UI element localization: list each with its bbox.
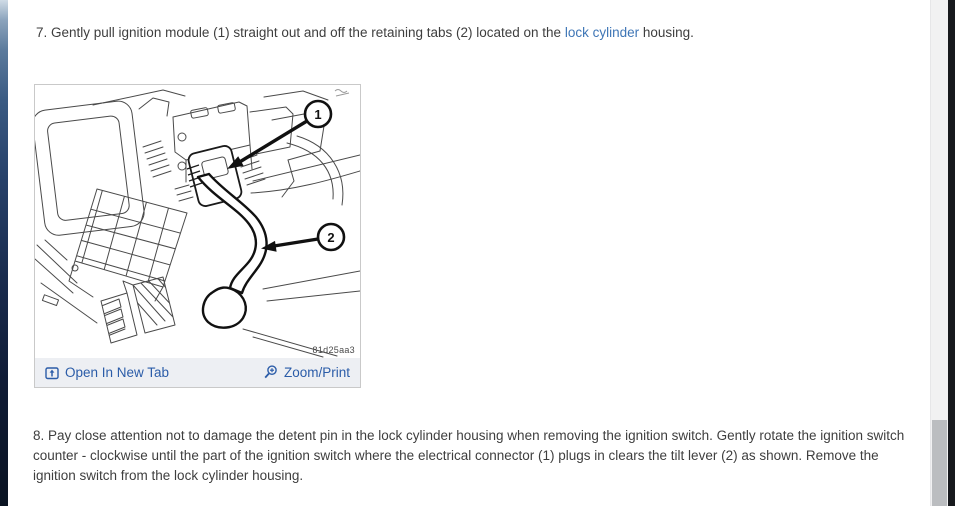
- figure-code: 81d25aa3: [312, 345, 355, 355]
- step-8-text: 8. Pay close attention not to damage the detent pin in the lock cylinder housing when removing the ignition switch. Gently rotate the ignition switch counter - clockwise until the part of the ignition switch where the electrical connector (1) plugs in clears the tilt lever (2) as shown. Remove the ignition switch from the lock cylinder housing.: [33, 428, 905, 483]
- zoom-print-label: Zoom/Print: [283, 365, 350, 380]
- open-in-new-tab-label: Open In New Tab: [65, 365, 170, 380]
- scrollbar[interactable]: [930, 0, 948, 506]
- figure-footer: [35, 358, 360, 387]
- zoom-print-link[interactable]: [263, 365, 350, 380]
- zoom-print-icon: [263, 365, 278, 380]
- diagram-figure: [34, 84, 361, 388]
- open-in-new-tab-link[interactable]: [45, 365, 169, 380]
- scrollbar-thumb[interactable]: [932, 420, 947, 506]
- open-in-new-tab-icon: [45, 366, 59, 380]
- callout-1: [227, 101, 331, 169]
- callout-1-number: 1: [314, 107, 322, 122]
- step-7-suffix: housing.: [642, 25, 694, 40]
- callout-2: [261, 224, 344, 252]
- tiny-marking: [335, 90, 349, 97]
- diagram-image[interactable]: [35, 85, 360, 358]
- background-linework: [35, 90, 360, 357]
- lock-cylinder-link[interactable]: lock cylinder: [564, 25, 640, 40]
- step-7-text: [36, 23, 916, 43]
- ignition-module-line-drawing: [35, 85, 360, 358]
- window-edge-right: [948, 0, 955, 506]
- window-edge-left: [0, 0, 8, 506]
- callout-2-number: 2: [327, 230, 335, 245]
- step-7-prefix: 7. Gently pull ignition module (1) straight out and off the retaining tabs (2) located on the: [36, 25, 562, 40]
